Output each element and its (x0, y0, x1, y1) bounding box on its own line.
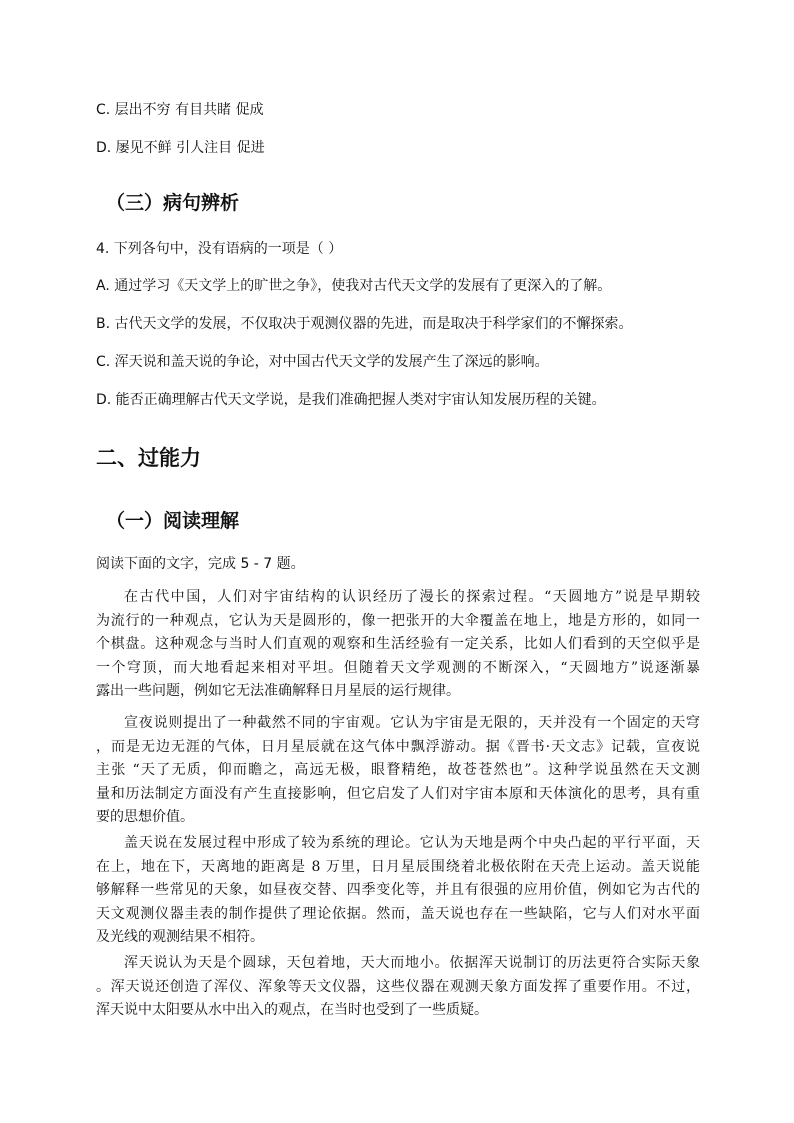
paragraph-line: 个棋盘。这种观念与当时人们直观的观察和生活经验有一定关系，比如人们看到的天空似乎是 (96, 636, 700, 652)
question-4: 4. 下列各句中，没有语病的一项是（ ） (96, 241, 343, 257)
paragraph-line: 为流行的一种观点，它认为天是圆形的，像一把张开的大伞覆盖在地上，地是方形的，如同一 (96, 612, 700, 629)
paragraph-line: 在古代中国，人们对宇宙结构的认识经历了漫长的探索过程。“天圆地方”说是早期较 (124, 589, 700, 605)
option-d: D. 能否正确理解古代天文学说，是我们准确把握人类对宇宙认知发展历程的关键。 (96, 392, 606, 408)
paragraph-line: 盖天说在发展过程中形成了较为系统的理论。它认为天地是两个中央凸起的平行平面，天 (124, 835, 700, 851)
option-a: A. 通过学习《天文学上的旷世之争》，使我对古代天文学的发展有了更深入的了解。 (96, 278, 612, 294)
paragraph-3 (96, 832, 700, 950)
option-b: B. 古代天文学的发展，不仅取决于观测仪器的先进，而是取决于科学家们的不懈探索。 (96, 316, 633, 332)
paragraph-line: 天文观测仪器圭表的制作提供了理论依据。然而，盖天说也存在一些缺陷，它与人们对水平面 (96, 905, 700, 922)
paragraph-line: 够解释一些常见的天象，如昼夜交替、四季变化等，并且有很强的应用价值，例如它为古代的 (96, 882, 700, 898)
paragraph-line: 一个穹顶，而大地看起来相对平坦。但随着天文学观测的不断深入，“天圆地方”说逐渐暴 (96, 659, 700, 676)
paragraph-line: 浑天说认为天是个圆球，天包着地，天大而地小。依据浑天说制订的历法更符合实际天象 (124, 955, 700, 971)
option-d-prev: D. 屡见不鲜 引人注目 促进 (96, 140, 265, 156)
option-c: C. 浑天说和盖天说的争论，对中国古代天文学的发展产生了深远的影响。 (96, 354, 549, 370)
paragraph-2 (96, 712, 700, 830)
paragraph-line: 露出一些问题，例如它无法准确解释日月星辰的运行规律。 (96, 683, 460, 699)
section-heading-reading: （一）阅读理解 (106, 510, 240, 532)
paragraph-line: 浑天说中太阳要从水中出入的观点，在当时也受到了一些质疑。 (96, 1002, 488, 1018)
paragraph-line: 主张 “天了无质，仰而瞻之，高远无极，眼瞀精绝，故苍苍然也”。这种学说虽然在天文测 (96, 762, 700, 778)
reading-instruction: 阅读下面的文字，完成 5 - 7 题。 (96, 556, 305, 572)
paragraph-1 (96, 586, 700, 704)
paragraph-line: 及光线的观测结果不相符。 (96, 929, 264, 945)
paragraph-line: 要的思想价值。 (96, 809, 194, 825)
paragraph-line: 量和历法制定方面没有产生直接影响，但它启发了人们对宇宙本原和天体演化的思考，具有重 (96, 785, 700, 802)
paragraph-line: 宣夜说则提出了一种截然不同的宇宙观。它认为宇宙是无限的，天并没有一个固定的天穹 (124, 715, 700, 731)
paragraph-4 (96, 952, 700, 1023)
paragraph-line: 。浑天说还创造了浑仪、浑象等天文仪器，这些仪器在观测天象方面发挥了重要作用。不过， (96, 978, 700, 995)
paragraph-line: 在上，地在下，天离地的距离是 8 万里，日月星辰围绕着北极依附在天壳上运动。盖天说能 (96, 858, 700, 875)
paragraph-line: ，而是无边无涯的气体，日月星辰就在这气体中飘浮游动。据《晋书·天文志》记载，宣夜说 (96, 738, 700, 755)
option-c-prev: C. 层出不穷 有目共睹 促成 (96, 102, 264, 118)
part-heading-ability: 二、过能力 (96, 446, 201, 470)
section-heading-sentence-errors: （三）病句辨析 (106, 192, 240, 214)
